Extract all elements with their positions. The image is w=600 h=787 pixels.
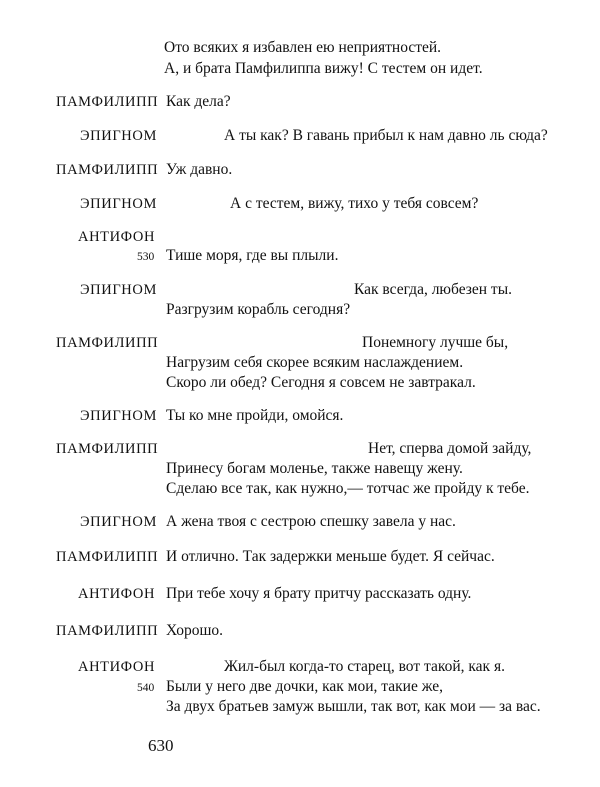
verse-line: Нет, сперва домой зайду, <box>368 440 532 457</box>
verse-line: Как всегда, любезен ты. <box>354 281 512 298</box>
verse-line: И отлично. Так задержки меньше будет. Я сейчас. <box>166 548 495 565</box>
speaker-name: ЭПИГНОМ <box>80 514 157 530</box>
speaker-name: АНТИФОН <box>78 586 156 602</box>
verse-line: Как дела? <box>166 93 231 110</box>
speaker-name: ЭПИГНОМ <box>80 282 157 298</box>
speaker-name: ПАМФИЛИПП <box>56 94 159 110</box>
speaker-name: ЭПИГНОМ <box>80 196 157 212</box>
verse-line: Жил-был когда-то старец, вот такой, как я. <box>224 658 505 675</box>
verse-line: Скоро ли обед? Сегодня я совсем не завтракал. <box>166 374 476 391</box>
speaker-name: ПАМФИЛИПП <box>56 549 159 565</box>
verse-line: Сделаю все так, как нужно,— тотчас же пройду к тебе. <box>166 480 530 497</box>
verse-line: Принесу богам моленье, также навещу жену. <box>166 460 463 477</box>
verse-line: А жена твоя с сестрою спешку завела у нас. <box>166 513 456 530</box>
speaker-name: ЭПИГНОМ <box>80 408 157 424</box>
verse-line: За двух братьев замуж вышли, так вот, как мои — за вас. <box>166 698 541 715</box>
speaker-name: ЭПИГНОМ <box>80 128 157 144</box>
verse-line: А ты как? В гавань прибыл к нам давно ль сюда? <box>224 127 548 144</box>
line-number: 530 <box>137 251 155 263</box>
verse-line: Ото всяких я избавлен ею неприятностей. <box>164 39 442 56</box>
verse-line: Ты ко мне пройди, омойся. <box>166 407 344 424</box>
speaker-name: ПАМФИЛИПП <box>56 162 159 178</box>
verse-line: Понемногу лучше бы, <box>362 334 509 351</box>
verse-line: Разгрузим корабль сегодня? <box>166 301 351 318</box>
speaker-name: ПАМФИЛИПП <box>56 623 159 639</box>
line-number: 540 <box>137 682 155 694</box>
speaker-name: ПАМФИЛИПП <box>56 335 159 351</box>
verse-line: Хорошо. <box>166 622 224 639</box>
speaker-name: ПАМФИЛИПП <box>56 441 159 457</box>
verse-line: Уж давно. <box>166 161 233 178</box>
verse-line: Нагрузим себя скорее всяким наслаждением. <box>166 354 464 371</box>
verse-line: А с тестем, вижу, тихо у тебя совсем? <box>230 195 479 212</box>
page-number: 630 <box>148 736 174 755</box>
speaker-name: АНТИФОН <box>78 659 156 675</box>
verse-line: Были у него две дочки, как мои, такие же, <box>166 678 443 695</box>
verse-line: А, и брата Памфилиппа вижу! С тестем он идет. <box>164 60 483 77</box>
speaker-name: АНТИФОН <box>78 229 156 245</box>
verse-line: При тебе хочу я брату притчу рассказать одну. <box>166 585 472 602</box>
verse-line: Тише моря, где вы плыли. <box>166 247 339 264</box>
